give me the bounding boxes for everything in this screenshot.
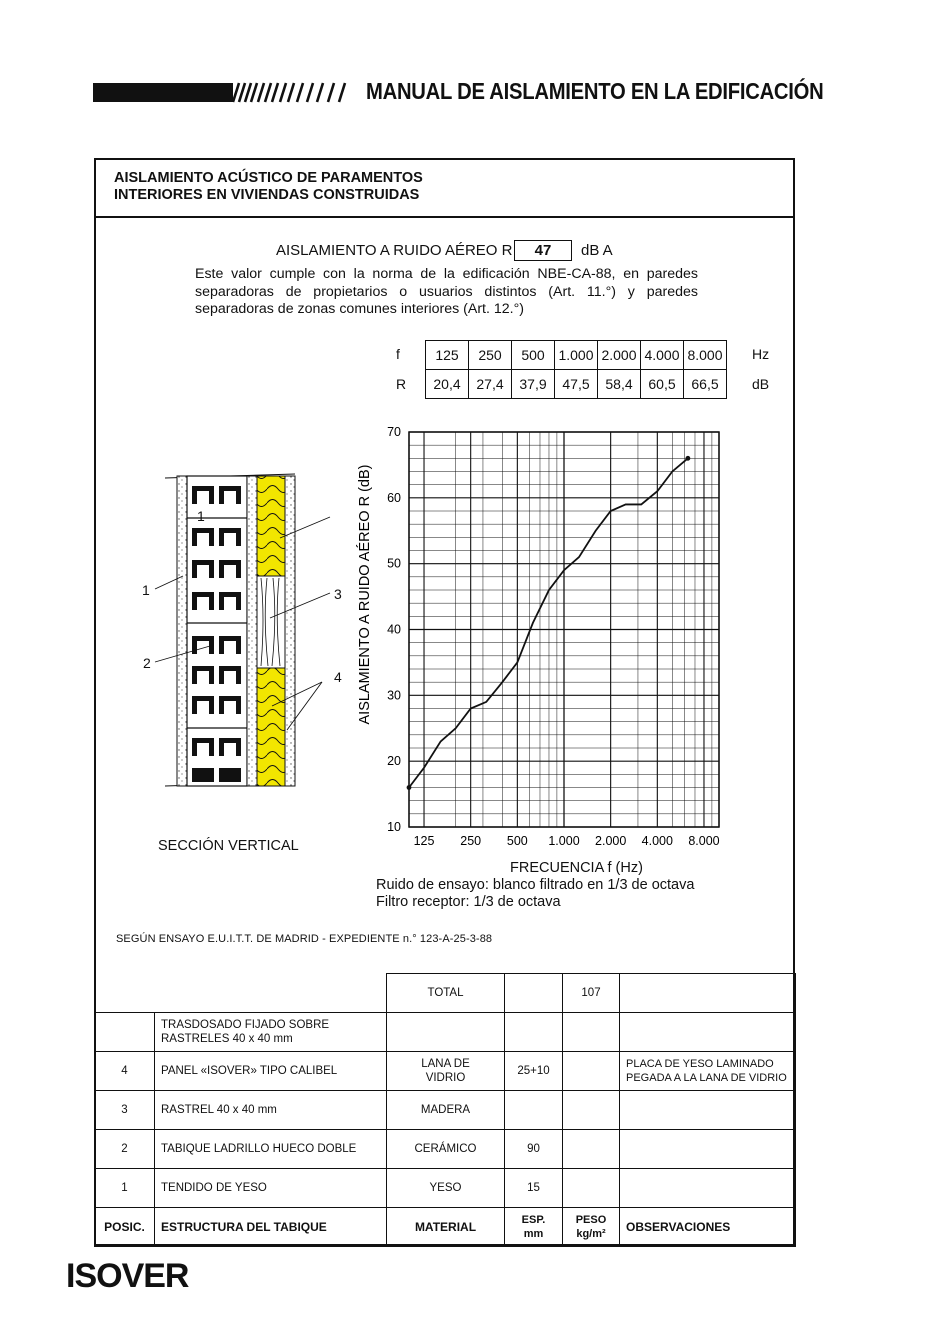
rating-value: 47 (514, 240, 572, 261)
r-cell: 20,4 (426, 370, 469, 399)
composition-table (94, 973, 796, 1247)
esp-cell: 25+10 (505, 1052, 563, 1091)
chart-x-tick-labels (414, 834, 720, 848)
section-title-line-2: INTERIORES EN VIVIENDAS CONSTRUIDAS (114, 187, 420, 203)
peso-cell (563, 1052, 620, 1091)
esp-cell: 90 (505, 1130, 563, 1169)
material-cell: YESO (387, 1169, 505, 1208)
obs-cell (620, 1091, 796, 1130)
freq-unit: Hz (752, 346, 770, 362)
obs-cell: PLACA DE YESO LAMINADO PEGADA A LA LANA DE VIDRIO (620, 1052, 796, 1091)
frequency-table (425, 340, 727, 399)
section-title (114, 170, 423, 204)
header-obs: OBSERVACIONES (620, 1208, 796, 1247)
obs-cell (620, 1013, 796, 1052)
callout-1-right: 1 (197, 508, 205, 524)
table-row (95, 1130, 796, 1169)
frame-divider (94, 216, 795, 218)
section-caption: SECCIÓN VERTICAL (158, 838, 299, 854)
test-reference: SEGÚN ENSAYO E.U.I.T.T. DE MADRID - EXPEDIENTE n.° 123-A-25-3-88 (116, 933, 493, 945)
obs-cell (620, 1169, 796, 1208)
table-row (95, 1169, 796, 1208)
esp-cell (505, 1091, 563, 1130)
y-tick-label: 30 (387, 688, 401, 703)
table-header-row (95, 1208, 796, 1247)
chart-x-axis-title: FRECUENCIA f (Hz) (510, 860, 643, 876)
test-filter-note: Filtro receptor: 1/3 de octava (376, 894, 561, 910)
r-cell: 37,9 (512, 370, 555, 399)
x-tick-label: 125 (413, 834, 435, 848)
y-tick-label: 70 (387, 425, 401, 439)
chart-series-line (409, 458, 688, 787)
header-pos: POSIC. (95, 1208, 155, 1247)
x-tick-label: 1.000 (548, 834, 580, 848)
freq-cell: 500 (512, 341, 555, 370)
obs-cell (620, 1130, 796, 1169)
material-cell: LANA DE VIDRIO (387, 1052, 505, 1091)
y-tick-label: 20 (387, 754, 401, 769)
r-cell: 27,4 (469, 370, 512, 399)
data-point (685, 456, 690, 461)
rating-unit: dB A (581, 242, 613, 259)
r-unit: dB (752, 376, 770, 392)
pos-cell: 1 (95, 1169, 155, 1208)
header-peso: PESO kg/m² (563, 1208, 620, 1247)
r-cell: 60,5 (641, 370, 684, 399)
r-cell: 66,5 (684, 370, 727, 399)
empty-cell (95, 974, 155, 1013)
header-bar (93, 83, 233, 102)
structure-cell: TENDIDO DE YESO (155, 1169, 387, 1208)
callout-3: 3 (334, 586, 342, 602)
x-tick-label: 500 (506, 834, 528, 848)
freq-cell: 125 (426, 341, 469, 370)
test-noise-note: Ruido de ensayo: blanco filtrado en 1/3 de octava (376, 877, 695, 893)
table-row (95, 1013, 796, 1052)
isover-logo: ISOVER (66, 1257, 189, 1295)
section-title-line-1: AISLAMIENTO ACÚSTICO DE PARAMENTOS (114, 170, 423, 186)
peso-cell (563, 1130, 620, 1169)
r-row (426, 370, 727, 399)
rating-label: AISLAMIENTO A RUIDO AÉREO R (276, 242, 513, 259)
r-cell: 58,4 (598, 370, 641, 399)
empty-cell (155, 974, 387, 1013)
structure-cell: TABIQUE LADRILLO HUECO DOBLE (155, 1130, 387, 1169)
pos-cell: 2 (95, 1130, 155, 1169)
structure-cell: TRASDOSADO FIJADO SOBRE RASTRELES 40 x 40 mm (155, 1013, 387, 1052)
freq-cell: 2.000 (598, 341, 641, 370)
header-esp: ESP. mm (505, 1208, 563, 1247)
structure-cell: RASTREL 40 x 40 mm (155, 1091, 387, 1130)
pos-cell: 4 (95, 1052, 155, 1091)
insulation-chart (350, 420, 770, 860)
material-cell (387, 1013, 505, 1052)
y-tick-label: 40 (387, 622, 401, 637)
peso-cell (563, 1169, 620, 1208)
header-slashes (225, 80, 350, 105)
data-point (407, 785, 412, 790)
y-tick-label: 10 (387, 820, 401, 834)
total-obs (620, 974, 796, 1013)
freq-cell: 8.000 (684, 341, 727, 370)
chart-series-points (407, 456, 691, 790)
total-esp (505, 974, 563, 1013)
esp-cell: 15 (505, 1169, 563, 1208)
callout-2: 2 (143, 655, 151, 671)
header-structure: ESTRUCTURA DEL TABIQUE (155, 1208, 387, 1247)
total-row (95, 974, 796, 1013)
freq-row (426, 341, 727, 370)
x-tick-label: 250 (460, 834, 482, 848)
peso-cell (563, 1091, 620, 1130)
header-material: MATERIAL (387, 1208, 505, 1247)
x-tick-label: 2.000 (595, 834, 627, 848)
material-cell: CERÁMICO (387, 1130, 505, 1169)
freq-cell: 250 (469, 341, 512, 370)
wall-section-drawing (135, 468, 355, 793)
callout-1-left: 1 (142, 582, 150, 598)
total-weight: 107 (563, 974, 620, 1013)
y-tick-label: 50 (387, 556, 401, 571)
material-cell: MADERA (387, 1091, 505, 1130)
freq-row-label: f (396, 346, 400, 362)
chart-y-tick-labels (387, 425, 401, 834)
y-tick-label: 60 (387, 490, 401, 505)
page-header-title: MANUAL DE AISLAMIENTO EN LA EDIFICACIÓN (366, 78, 824, 104)
compliance-note: Este valor cumple con la norma de la edificación NBE-CA-88, en paredes separadoras de propietarios o usuarios distintos (Art. 11.°) y paredes separadoras de zonas comunes interiores (Art. 12.°) (195, 266, 698, 317)
esp-cell (505, 1013, 563, 1052)
structure-cell: PANEL «ISOVER» TIPO CALIBEL (155, 1052, 387, 1091)
peso-cell (563, 1013, 620, 1052)
r-row-label: R (396, 376, 407, 392)
r-cell: 47,5 (555, 370, 598, 399)
total-label: TOTAL (387, 974, 505, 1013)
x-tick-label: 4.000 (641, 834, 673, 848)
chart-y-axis-title: AISLAMIENTO A RUIDO AÉREO R (dB) (357, 464, 373, 725)
x-tick-label: 8.000 (688, 834, 720, 848)
pos-cell (95, 1013, 155, 1052)
table-row (95, 1052, 796, 1091)
table-row (95, 1091, 796, 1130)
freq-cell: 4.000 (641, 341, 684, 370)
callout-4: 4 (334, 669, 342, 685)
freq-cell: 1.000 (555, 341, 598, 370)
pos-cell: 3 (95, 1091, 155, 1130)
